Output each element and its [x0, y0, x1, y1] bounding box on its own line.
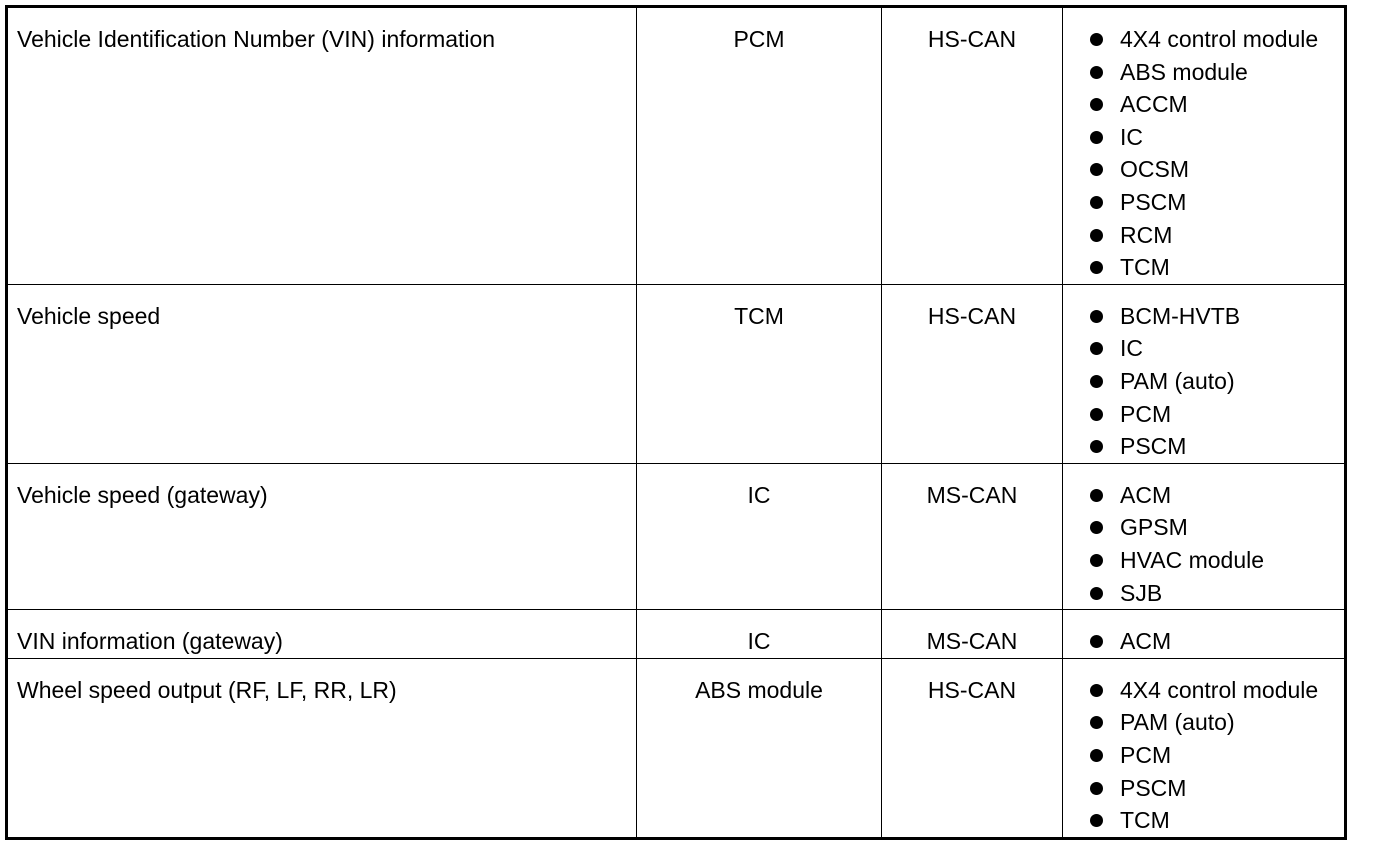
- list-item: [1089, 804, 1344, 837]
- bullet-icon: [1090, 684, 1103, 697]
- bullet-icon: [1090, 554, 1103, 567]
- list-item: [1089, 219, 1344, 252]
- receiver-list: [1089, 479, 1344, 609]
- originator-cell: TCM: [637, 284, 882, 463]
- list-item: [1089, 121, 1344, 154]
- network-cell: MS-CAN: [882, 463, 1063, 609]
- receiver-label: PSCM: [1120, 433, 1187, 460]
- message-cell: Vehicle speed: [7, 284, 637, 463]
- receiver-list: [1089, 23, 1344, 284]
- network-message-table: [5, 5, 1347, 840]
- list-item: [1089, 706, 1344, 739]
- bullet-icon: [1090, 521, 1103, 534]
- bullet-icon: [1090, 196, 1103, 209]
- receiver-label: PCM: [1120, 741, 1172, 768]
- receiver-label: OCSM: [1120, 156, 1189, 183]
- message-cell: VIN information (gateway): [7, 610, 637, 659]
- list-item: [1089, 544, 1344, 577]
- bullet-icon: [1090, 489, 1103, 502]
- bullet-icon: [1090, 66, 1103, 79]
- receiver-label: TCM: [1120, 254, 1170, 281]
- list-item: [1089, 186, 1344, 219]
- bullet-icon: [1090, 163, 1103, 176]
- list-item: [1089, 577, 1344, 610]
- message-cell: Vehicle Identification Number (VIN) information: [7, 7, 637, 285]
- list-item: [1089, 398, 1344, 431]
- receivers-cell: [1063, 610, 1346, 659]
- receiver-label: HVAC module: [1120, 546, 1265, 573]
- table-row: [7, 7, 1346, 285]
- receiver-label: ABS module: [1120, 58, 1248, 85]
- list-item: [1089, 300, 1344, 333]
- bullet-icon: [1090, 716, 1103, 729]
- bullet-icon: [1090, 310, 1103, 323]
- originator-cell: IC: [637, 463, 882, 609]
- bullet-icon: [1090, 33, 1103, 46]
- list-item: [1089, 56, 1344, 89]
- network-cell: HS-CAN: [882, 658, 1063, 838]
- receiver-label: ACCM: [1120, 91, 1188, 118]
- list-item: [1089, 88, 1344, 121]
- list-item: [1089, 23, 1344, 56]
- table-row: [7, 463, 1346, 609]
- receiver-label: TCM: [1120, 807, 1170, 834]
- bullet-icon: [1090, 440, 1103, 453]
- list-item: [1089, 365, 1344, 398]
- receivers-cell: [1063, 7, 1346, 285]
- list-item: [1089, 430, 1344, 463]
- receiver-label: GPSM: [1120, 514, 1188, 541]
- receivers-cell: [1063, 284, 1346, 463]
- bullet-icon: [1090, 229, 1103, 242]
- table-row: [7, 284, 1346, 463]
- receiver-list: [1089, 625, 1344, 658]
- bullet-icon: [1090, 587, 1103, 600]
- list-item: [1089, 739, 1344, 772]
- table-row: [7, 610, 1346, 659]
- receiver-list: [1089, 300, 1344, 463]
- list-item: [1089, 625, 1344, 658]
- receiver-label: 4X4 control module: [1120, 676, 1319, 703]
- receiver-list: [1089, 674, 1344, 837]
- bullet-icon: [1090, 261, 1103, 274]
- bullet-icon: [1090, 131, 1103, 144]
- bullet-icon: [1090, 98, 1103, 111]
- receiver-label: PSCM: [1120, 188, 1187, 215]
- message-cell: Wheel speed output (RF, LF, RR, LR): [7, 658, 637, 838]
- list-item: [1089, 479, 1344, 512]
- receiver-label: 4X4 control module: [1120, 26, 1319, 52]
- receiver-label: SJB: [1120, 579, 1163, 606]
- receiver-label: PSCM: [1120, 774, 1187, 801]
- receiver-label: ACM: [1120, 628, 1172, 655]
- list-item: [1089, 674, 1344, 707]
- receiver-label: PAM (auto): [1120, 367, 1235, 394]
- bullet-icon: [1090, 408, 1103, 421]
- originator-cell: IC: [637, 610, 882, 659]
- table-row: [7, 658, 1346, 838]
- receiver-label: IC: [1120, 123, 1143, 150]
- receivers-cell: [1063, 658, 1346, 838]
- message-cell: Vehicle speed (gateway): [7, 463, 637, 609]
- receiver-label: ACM: [1120, 481, 1172, 508]
- list-item: [1089, 332, 1344, 365]
- originator-cell: ABS module: [637, 658, 882, 838]
- bullet-icon: [1090, 814, 1103, 827]
- receiver-label: PAM (auto): [1120, 709, 1235, 736]
- bullet-icon: [1090, 749, 1103, 762]
- originator-cell: PCM: [637, 7, 882, 285]
- bullet-icon: [1090, 635, 1103, 648]
- list-item: [1089, 153, 1344, 186]
- receivers-cell: [1063, 463, 1346, 609]
- list-item: [1089, 772, 1344, 805]
- receiver-label: RCM: [1120, 221, 1173, 248]
- network-cell: HS-CAN: [882, 284, 1063, 463]
- list-item: [1089, 511, 1344, 544]
- network-cell: HS-CAN: [882, 7, 1063, 285]
- list-item: [1089, 251, 1344, 284]
- bullet-icon: [1090, 375, 1103, 388]
- receiver-label: PCM: [1120, 400, 1172, 427]
- network-cell: MS-CAN: [882, 610, 1063, 659]
- bullet-icon: [1090, 342, 1103, 355]
- receiver-label: BCM-HVTB: [1120, 302, 1241, 329]
- receiver-label: IC: [1120, 335, 1143, 362]
- bullet-icon: [1090, 782, 1103, 795]
